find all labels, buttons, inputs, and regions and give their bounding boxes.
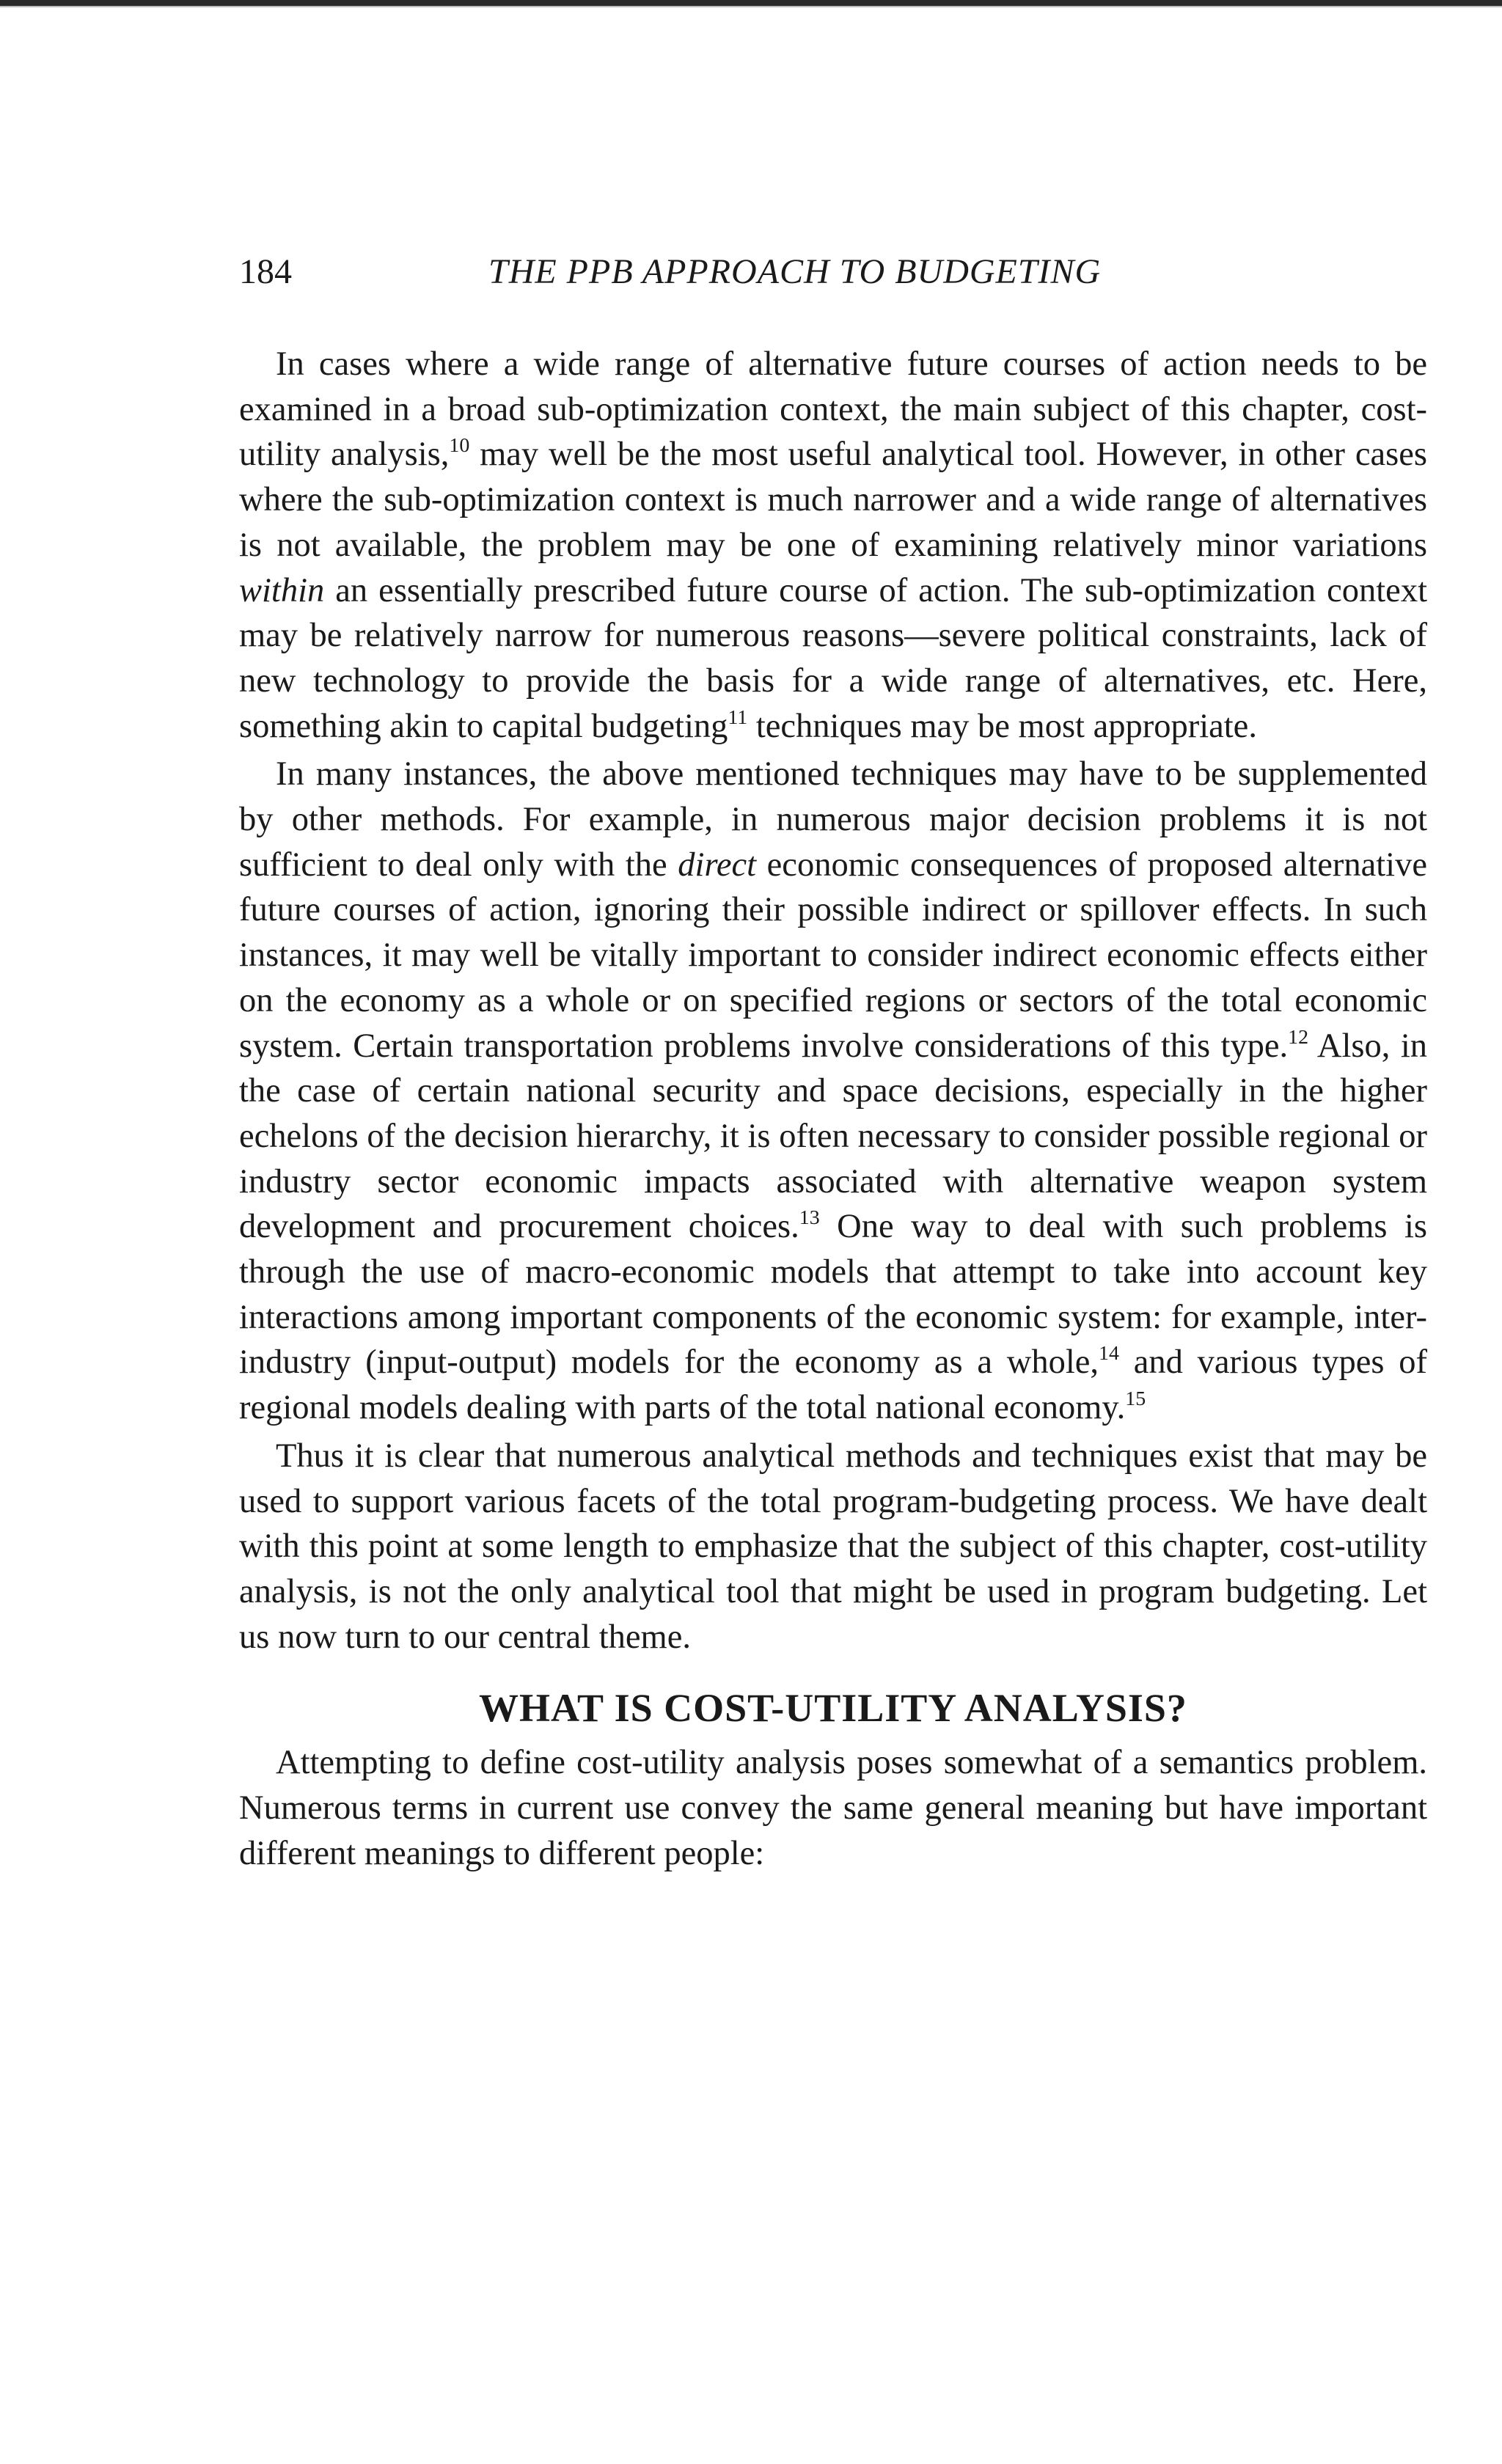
section-heading: WHAT IS COST-UTILITY ANALYSIS? <box>479 1686 1187 1731</box>
paragraph-2-text-c: Also, in the case of certain national security and space decisions, especially in the higher echelons of the decision hierarchy, it is often necessary to consider possible regional or industry sector economic impacts associated with alternative weapon system development and procurement choices. <box>239 1027 1428 1246</box>
paragraph-1-text-a: In cases where a wide range of alternative future courses of action needs to be examined in a broad sub-optimization context, the main subject of this chapter, cost-utility analysis, <box>239 345 1427 474</box>
paragraph-1-text-c: an essentially prescribed future course of action. The sub-optimization context may be relatively narrow for numerous reasons—severe political constraints, lack of new technology to provide the basis for a wide range of alternatives, etc. Here, something akin to capital budgeting <box>239 571 1427 745</box>
footnote-ref-14: 14 <box>1099 1342 1119 1365</box>
running-title: THE PPB APPROACH TO BUDGETING <box>488 252 1102 291</box>
top-border-rule <box>0 0 1502 6</box>
paragraph-2-text-b: economic consequences of proposed alternative future courses of action, ignoring their possible indirect or spillover effects. In such instances, it may well be vitally important to consider indirect economic effects either on the economy as a whole or on specified regions or sectors of the total economic system. Certain transportation problems involve considerations of this type. <box>239 846 1427 1065</box>
footnote-ref-12: 12 <box>1288 1025 1309 1049</box>
paragraph-2-text-d: One way to deal with such problems is through the use of macro-economic models that attempt to take into account key interactions among important components of the economic system: for example, inter-industry (input-output) models for the economy as a whole, <box>239 1208 1427 1382</box>
paragraph-4: Attempting to define cost-utility analysis poses somewhat of a semantics problem. Numerous terms in current use convey the same general meaning but have important different meanings to different people: <box>239 1744 1427 1872</box>
paragraph-1-text-d: techniques may be most appropriate. <box>747 707 1257 745</box>
page-number: 184 <box>239 252 292 291</box>
body-text <box>239 342 1427 1877</box>
paragraph-2-text-e: and various types of regional models dealing with parts of the total national economy. <box>239 1343 1427 1427</box>
emphasis-within: within <box>239 571 325 609</box>
paragraph-2-text-a: In many instances, the above mentioned techniques may have to be supplemented by other methods. For example, in numerous major decision problems it is not sufficient to deal only with the <box>239 755 1427 884</box>
footnote-ref-11: 11 <box>728 705 748 729</box>
footnote-ref-15: 15 <box>1125 1387 1146 1411</box>
paragraph-1 <box>239 342 1427 749</box>
running-head <box>239 246 1427 298</box>
emphasis-direct: direct <box>678 846 757 884</box>
paragraph-1-text-b: may well be the most useful analytical tool. However, in other cases where the sub-optimization context is much narrower and a wide range of alternatives is not available, the problem may be one of examining relatively minor variations <box>239 436 1427 564</box>
footnote-ref-13: 13 <box>799 1206 820 1230</box>
top-border-shadow <box>0 6 1502 7</box>
paragraph-2 <box>239 752 1427 1431</box>
footnote-ref-10: 10 <box>449 434 470 458</box>
paragraph-3: Thus it is clear that numerous analytical methods and techniques exist that may be used to support various facets of the total program-budgeting process. We have dealt with this point at some length to emphasize that the subject of this chapter, cost-utility analysis, is not the only analytical tool that might be used in program budgeting. Let us now turn to our central theme. <box>239 1437 1427 1656</box>
